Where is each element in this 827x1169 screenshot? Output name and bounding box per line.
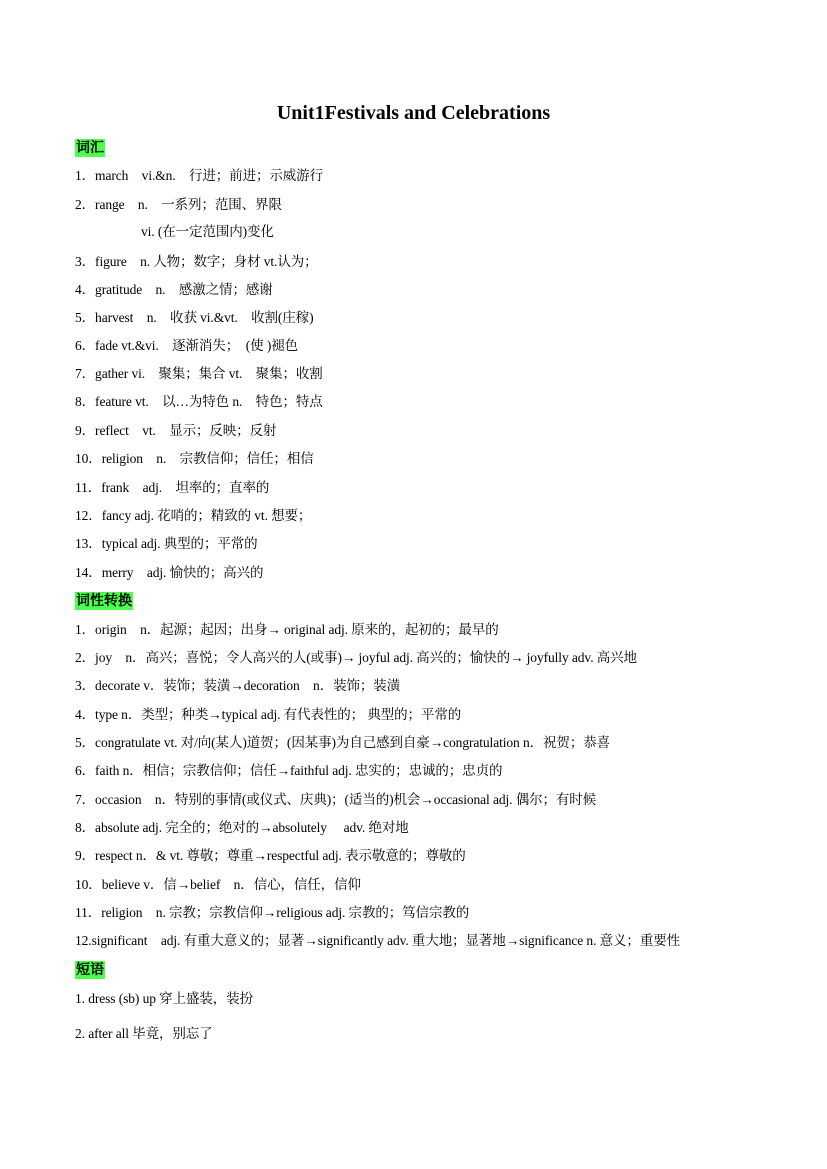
vocab-item: 13．typical adj. 典型的；平常的 [75,536,258,551]
vocab-item: vi. (在一定范围内)变化 [141,224,274,239]
vocab-item: 5．harvest n. 收获 vi.&vt. 收割(庄稼) [75,310,314,325]
vocab-item: 10．religion n. 宗教信仰；信任；相信 [75,451,314,466]
conversion-item: 7．occasion n．特别的事情(或仪式、庆典)；(适当的)机会→occasional adj. 偶尔；有时候 [75,792,597,807]
conversion-item: 10．believe v．信→belief n．信心，信任，信仰 [75,877,361,892]
section-heading-word-conversion: 词性转换 [76,593,132,609]
vocab-item: 1．march vi.&n. 行进；前进；示威游行 [75,168,323,183]
conversion-item: 8．absolute adj. 完全的；绝对的→absolutely adv. 绝对地 [75,820,409,835]
conversion-item: 5．congratulate vt. 对/向(某人)道贺；(因某事)为自己感到自豪→congratulation n．祝贺；恭喜 [75,735,611,750]
conversion-item: 11．religion n. 宗教；宗教信仰→religious adj. 宗教的；笃信宗教的 [75,905,470,920]
conversion-item: 3．decorate v．装饰；装潢→decoration n．装饰；装潢 [75,678,401,693]
phrase-item: 2. after all 毕竟，别忘了 [75,1026,213,1041]
conversion-item: 4．type n．类型；种类→typical adj. 有代表性的； 典型的；平常的 [75,707,462,722]
conversion-item: 9．respect n．& vt. 尊敬；尊重→respectful adj. 表示敬意的；尊敬的 [75,848,466,863]
section-heading-vocabulary: 词汇 [76,140,104,156]
page-title: Unit1Festivals and Celebrations [276,102,551,124]
vocab-item: 7．gather vi. 聚集；集合 vt. 聚集；收割 [75,366,323,381]
vocab-item: 8．feature vt. 以…为特色 n. 特色；特点 [75,394,323,409]
vocab-item: 14．merry adj. 愉快的；高兴的 [75,565,264,580]
vocab-item: 12．fancy adj. 花哨的；精致的 vt. 想要； [75,508,312,523]
vocab-item: 2．range n. 一系列；范围、界限 [75,197,282,212]
vocab-item: 9．reflect vt. 显示；反映；反射 [75,423,277,438]
section-heading-phrases: 短语 [76,962,104,978]
conversion-item: 6．faith n．相信；宗教信仰；信任→faithful adj. 忠实的；忠诚的；忠贞的 [75,763,503,778]
vocab-item: 6．fade vt.&vi. 逐渐消失； (使 )褪色 [75,338,299,353]
conversion-item: 2．joy n．高兴；喜悦；令人高兴的人(或事)→ joyful adj. 高兴的；愉快的→ joyfully adv. 高兴地 [75,650,637,665]
vocab-item: 11．frank adj. 坦率的；直率的 [75,480,270,495]
vocab-item: 4．gratitude n. 感激之情；感谢 [75,282,273,297]
conversion-item: 12.significant adj. 有重大意义的；显著→significantly adv. 重大地；显著地→significance n. 意义；重要性 [75,933,681,948]
conversion-item: 1．origin n．起源；起因；出身→ original adj. 原来的，起初的；最早的 [75,622,499,637]
vocab-item: 3．figure n. 人物；数字；身材 vt.认为； [75,254,318,269]
phrase-item: 1. dress (sb) up 穿上盛装，装扮 [75,991,253,1006]
